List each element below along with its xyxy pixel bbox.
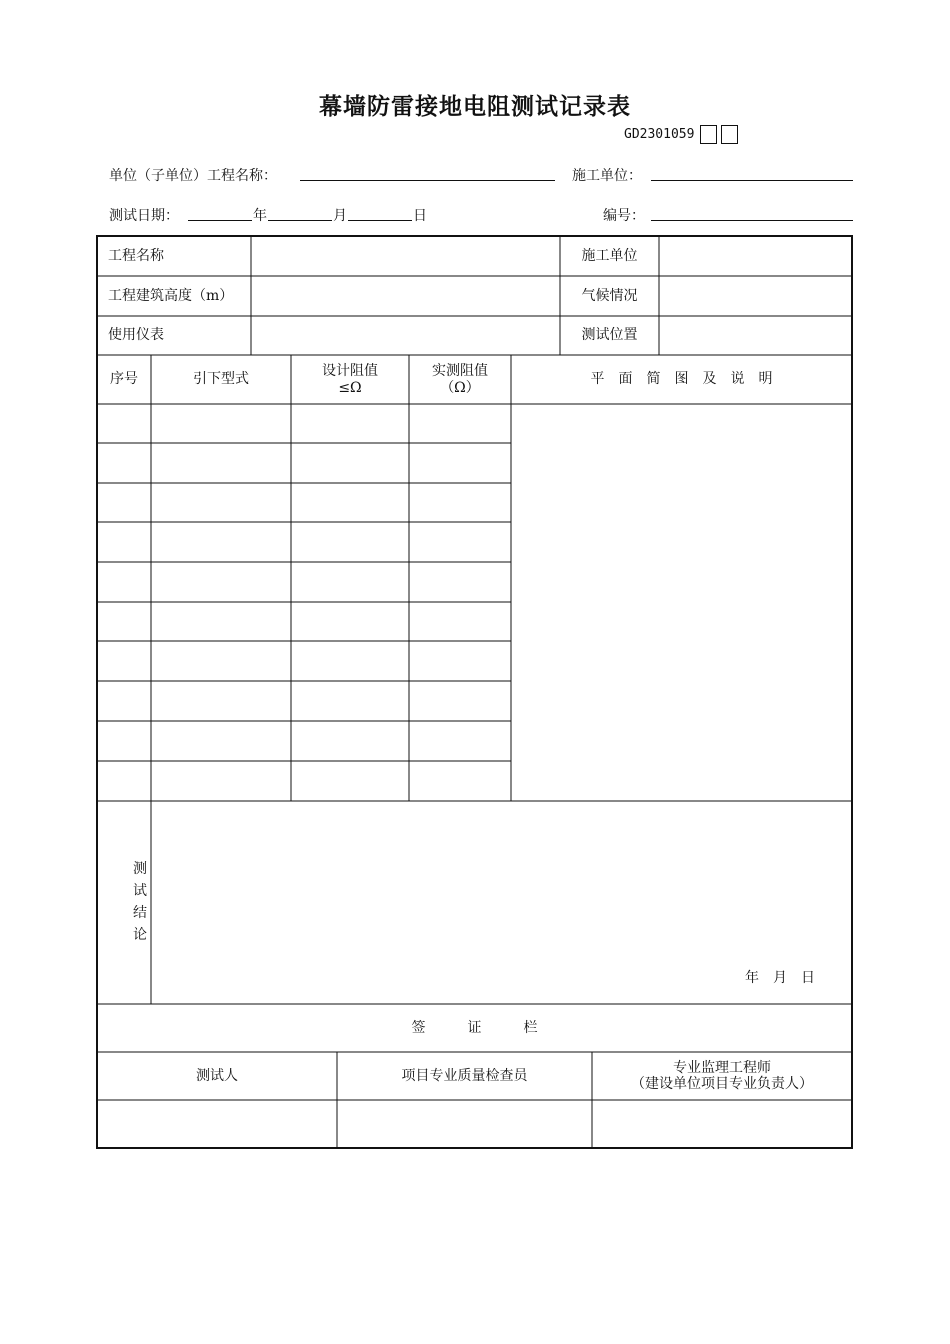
- col-plan-sketch: 平 面 简 图 及 说 明: [590, 371, 773, 388]
- col-measured-resistance: [409, 355, 511, 404]
- conclusion-char-1: 测: [133, 861, 147, 877]
- col-design-resistance: [291, 355, 409, 404]
- col-measured-line1: 实测阻值: [432, 363, 488, 380]
- conclusion-date: 年 月 日: [745, 970, 815, 986]
- climate-value[interactable]: [659, 276, 852, 316]
- instrument-value[interactable]: [251, 316, 560, 355]
- conclusion-char-3: 结: [133, 905, 147, 922]
- supervisor-signature[interactable]: [592, 1100, 852, 1148]
- col-design-line1: 设计阻值: [322, 363, 378, 380]
- plan-sketch-area[interactable]: [511, 404, 852, 801]
- year-label: 年: [253, 208, 267, 224]
- contractor-label: 施工单位：: [572, 168, 642, 184]
- day-label: 日: [413, 208, 427, 224]
- conclusion-char-2: 试: [133, 883, 147, 900]
- tester-signature[interactable]: [97, 1100, 337, 1148]
- conclusion-label: [97, 801, 151, 1004]
- contractor-cell-label: 施工单位: [581, 247, 638, 264]
- number-label: 编号：: [603, 208, 645, 224]
- tester-label: 测试人: [196, 1067, 238, 1084]
- col-seq: 序号: [110, 371, 138, 388]
- quality-inspector-label: 项目专业质量检查员: [401, 1067, 528, 1084]
- project-name-label: 工程名称: [108, 247, 164, 264]
- supervisor-line1: 专业监理工程师: [673, 1059, 771, 1076]
- signature-title: 签 证 栏: [411, 1019, 538, 1036]
- instrument-label: 使用仪表: [108, 327, 164, 344]
- month-label: 月: [333, 208, 347, 224]
- project-name-value[interactable]: [251, 236, 560, 276]
- supervisor-label: [592, 1052, 852, 1100]
- contractor-cell-value[interactable]: [659, 236, 852, 276]
- quality-inspector-signature[interactable]: [337, 1100, 592, 1148]
- climate-label: 气候情况: [581, 287, 638, 304]
- test-location-value[interactable]: [659, 316, 852, 355]
- test-location-label: 测试位置: [581, 327, 638, 344]
- building-height-value[interactable]: [251, 276, 560, 316]
- test-date-label: 测试日期：: [109, 208, 179, 224]
- col-measured-line2: （Ω）: [440, 379, 480, 396]
- conclusion-char-4: 论: [133, 927, 147, 944]
- unit-name-label: 单位（子单位）工程名称：: [109, 168, 277, 184]
- page-title: 幕墙防雷接地电阻测试记录表: [319, 94, 631, 120]
- form-code: GD2301059: [624, 127, 695, 142]
- supervisor-line2: （建设单位项目专业负责人）: [631, 1076, 813, 1092]
- building-height-label: 工程建筑高度（m）: [108, 287, 234, 304]
- col-design-line2: ≤Ω: [338, 379, 362, 396]
- col-type: 引下型式: [193, 371, 249, 388]
